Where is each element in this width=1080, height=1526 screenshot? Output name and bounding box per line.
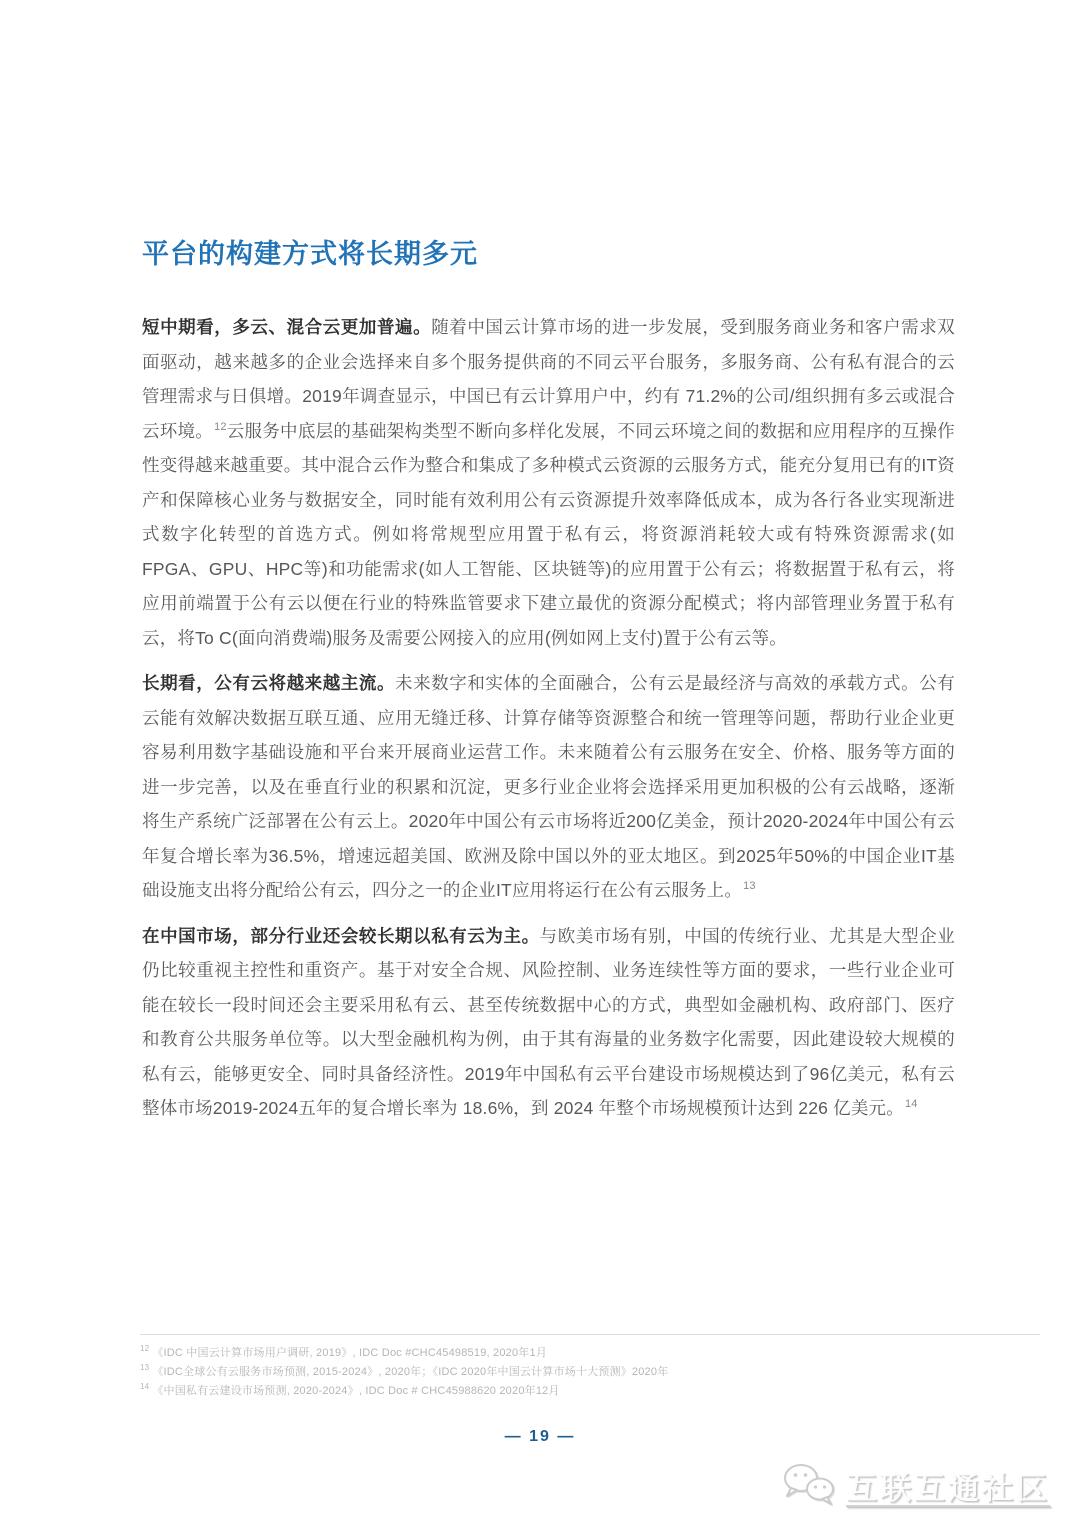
- paragraph-private-cloud: [142, 919, 955, 1126]
- paragraph-lead: 长期看，公有云将越来越主流。: [142, 673, 396, 693]
- watermark-label: 互联互通社区: [846, 1470, 1050, 1506]
- footnote-ref-12: 12: [214, 420, 227, 433]
- page-title: 平台的构建方式将长期多元: [142, 239, 478, 269]
- paragraph-lead: 短中期看，多云、混合云更加普遍。: [142, 317, 432, 337]
- paragraph-text: 随着中国云计算市场的进一步发展，受到服务商业务和客户需求双面驱动，越来越多的企业会选择来自多个服务提供商的不同云平台服务，多服务商、公有私有混合的云管理需求与日俱增。2019年调查显示，中国已有云计算用户中，约有 71.2%的公司/组织拥有多云或混合云环境。: [142, 317, 955, 441]
- footnote-ref-13: 13: [743, 880, 756, 893]
- footnote-number: 14: [140, 1382, 150, 1392]
- paragraph-text: 云服务中底层的基础架构类型不断向多样化发展，不同云环境之间的数据和应用程序的互操作性变得越来越重要。其中混合云作为整合和集成了多种模式云资源的云服务方式，能充分复用已有的IT资产和保障核心业务与数据安全，同时能有效利用公有云资源提升效率降低成本，成为各行各业实现渐进式数字化转型的首选方式。例如将常规型应用置于私有云，将资源消耗较大或有特殊资源需求(如FPGA、GPU、HPC等)和功能需求(如人工智能、区块链等)的应用置于公有云；将数据置于私有云，将应用前端置于公有云以便在行业的特殊监管要求下建立最优的资源分配模式；将内部管理业务置于私有云，将To C(面向消费端)服务及需要公网接入的应用(例如网上支付)置于公有云等。: [142, 420, 955, 648]
- footnote-number: 12: [140, 1344, 150, 1354]
- footnote-divider: [140, 1334, 1040, 1335]
- footnote-text: 《IDC全球公有云服务市场预测, 2015-2024》, 2020年；《IDC 2020年中国云计算市场十大预测》2020年: [152, 1366, 669, 1378]
- footnotes-section: [140, 1334, 1040, 1401]
- watermark: [781, 1462, 1050, 1508]
- paragraph-lead: 在中国市场，部分行业还会较长期以私有云为主。: [142, 925, 540, 946]
- footnote-ref-14: 14: [904, 1098, 918, 1111]
- page-number: — 19 —: [504, 1428, 576, 1445]
- footnote-text: 《中国私有云建设市场预测, 2020-2024》, IDC Doc # CHC45988620 2020年12月: [152, 1385, 560, 1397]
- footnote-14: [140, 1382, 1040, 1401]
- content-column: [142, 238, 955, 1137]
- footnote-12: [140, 1344, 1040, 1363]
- paragraph-multicloud: [142, 310, 955, 655]
- footnote-13: [140, 1363, 1040, 1382]
- footnote-text: 《IDC 中国云计算市场用户调研, 2019》, IDC Doc #CHC45498519, 2020年1月: [152, 1347, 548, 1359]
- wechat-icon: [781, 1462, 837, 1508]
- paragraph-public-cloud: [142, 666, 955, 908]
- paragraph-text: 未来数字和实体的全面融合，公有云是最经济与高效的承载方式。公有云能有效解决数据互联互通、应用无缝迁移、计算存储等资源整合和统一管理等问题，帮助行业企业更容易利用数字基础设施和平台来开展商业运营工作。未来随着公有云服务在安全、价格、服务等方面的进一步完善，以及在垂直行业的积累和沉淀，更多行业企业将会选择采用更加积极的公有云战略，逐渐将生产系统广泛部署在公有云上。2020年中国公有云市场将近200亿美金，预计2020-2024年中国公有云年复合增长率为36.5%，增速远超美国、欧洲及除中国以外的亚太地区。到2025年50%的中国企业IT基础设施支出将分配给公有云，四分之一的企业IT应用将运行在公有云服务上。: [142, 673, 955, 900]
- footnote-number: 13: [140, 1363, 150, 1373]
- paragraph-text: 与欧美市场有别，中国的传统行业、尤其是大型企业仍比较重视主控性和重资产。基于对安全合规、风险控制、业务连续性等方面的要求，一些行业企业可能在较长一段时间还会主要采用私有云、甚至传统数据中心的方式，典型如金融机构、政府部门、医疗和教育公共服务单位等。以大型金融机构为例，由于其有海量的业务数字化需要，因此建设较大规模的私有云，能够更安全、同时具备经济性。2019年中国私有云平台建设市场规模达到了96亿美元，私有云整体市场2019-2024五年的复合增长率为 18.6%，到 2024 年整个市场规模预计达到 226 亿美元。: [142, 925, 955, 1118]
